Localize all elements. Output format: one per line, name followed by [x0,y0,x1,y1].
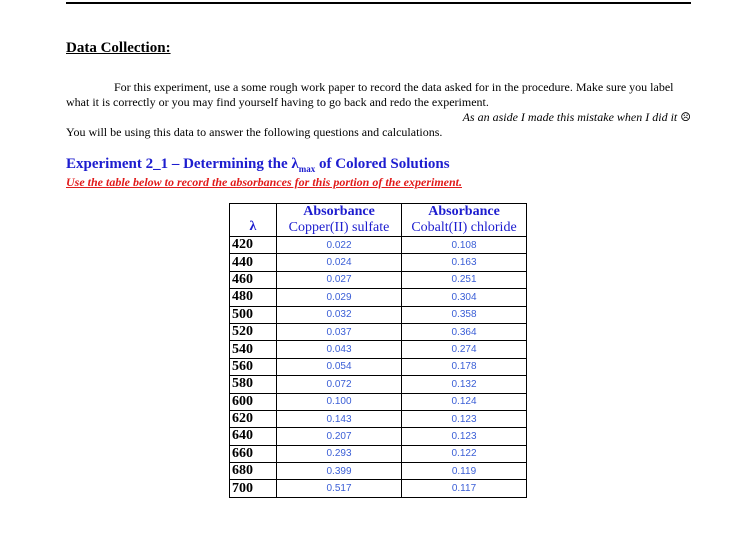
copper-header-line2: Copper(II) sulfate [288,220,390,235]
table-row [230,376,527,393]
copper-absorbance-cell: 0.032 [277,306,402,323]
intro-text: For this experiment, use a some rough work paper to record the data asked for in the procedure. Make sure you label what it is correctly or you may find yourself having to go back and redo the experiment. [66,80,674,109]
copper-absorbance-cell: 0.517 [277,480,402,497]
cobalt-absorbance-cell: 0.117 [402,480,527,497]
table-body [230,237,527,498]
table-row [230,306,527,323]
table-header-row [230,204,527,237]
wavelength-cell: 500 [230,306,277,323]
copper-absorbance-cell: 0.022 [277,237,402,254]
wavelength-cell: 680 [230,463,277,480]
copper-absorbance-cell: 0.024 [277,254,402,271]
cobalt-absorbance-cell: 0.364 [402,323,527,340]
copper-absorbance-cell: 0.207 [277,428,402,445]
wavelength-cell: 460 [230,271,277,288]
copper-absorbance-cell: 0.037 [277,323,402,340]
cobalt-absorbance-cell: 0.304 [402,289,527,306]
lambda-header: λ [230,204,277,237]
cobalt-absorbance-cell: 0.108 [402,237,527,254]
table-row [230,463,527,480]
cobalt-absorbance-cell: 0.178 [402,358,527,375]
usage-note: You will be using this data to answer the following questions and calculations. [66,125,443,139]
wavelength-cell: 580 [230,376,277,393]
table-row [230,289,527,306]
experiment-title [66,156,450,174]
wavelength-cell: 560 [230,358,277,375]
table-row [230,271,527,288]
table-row [230,445,527,462]
copper-absorbance-cell: 0.027 [277,271,402,288]
table-row [230,341,527,358]
copper-absorbance-cell: 0.043 [277,341,402,358]
table-row [230,358,527,375]
cobalt-absorbance-cell: 0.123 [402,410,527,427]
cobalt-absorbance-cell: 0.163 [402,254,527,271]
cobalt-header-line1: Absorbance [428,204,500,219]
table-row [230,254,527,271]
table-row [230,323,527,340]
aside-note: As an aside I made this mistake when I did it ☹ [462,110,691,124]
cobalt-absorbance-cell: 0.251 [402,271,527,288]
experiment-title-prefix: Experiment 2_1 – Determining the λ [66,156,299,172]
wavelength-cell: 440 [230,254,277,271]
experiment-instruction: Use the table below to record the absorbances for this portion of the experiment. [66,175,462,189]
lambda-max-subscript: max [298,164,316,174]
table-row [230,428,527,445]
wavelength-cell: 640 [230,428,277,445]
copper-absorbance-cell: 0.293 [277,445,402,462]
copper-absorbance-cell: 0.399 [277,463,402,480]
copper-header [277,204,402,237]
wavelength-cell: 420 [230,237,277,254]
cobalt-header-line2: Cobalt(II) chloride [411,220,517,235]
wavelength-cell: 620 [230,410,277,427]
copper-absorbance-cell: 0.143 [277,410,402,427]
table-row [230,410,527,427]
experiment-title-suffix: of Colored Solutions [315,156,450,172]
cobalt-absorbance-cell: 0.123 [402,428,527,445]
cobalt-absorbance-cell: 0.119 [402,463,527,480]
wavelength-cell: 600 [230,393,277,410]
cobalt-absorbance-cell: 0.122 [402,445,527,462]
wavelength-cell: 700 [230,480,277,497]
table-row [230,237,527,254]
intro-paragraph [66,80,691,110]
cobalt-absorbance-cell: 0.132 [402,376,527,393]
top-rule [66,2,691,4]
copper-absorbance-cell: 0.054 [277,358,402,375]
cobalt-absorbance-cell: 0.358 [402,306,527,323]
table-row [230,480,527,497]
wavelength-cell: 540 [230,341,277,358]
cobalt-header [402,204,527,237]
copper-absorbance-cell: 0.072 [277,376,402,393]
wavelength-cell: 660 [230,445,277,462]
table-row [230,393,527,410]
copper-absorbance-cell: 0.100 [277,393,402,410]
section-heading: Data Collection: [66,40,171,56]
wavelength-cell: 480 [230,289,277,306]
absorbance-table [229,203,527,498]
copper-absorbance-cell: 0.029 [277,289,402,306]
copper-header-line1: Absorbance [303,204,375,219]
cobalt-absorbance-cell: 0.124 [402,393,527,410]
cobalt-absorbance-cell: 0.274 [402,341,527,358]
wavelength-cell: 520 [230,323,277,340]
